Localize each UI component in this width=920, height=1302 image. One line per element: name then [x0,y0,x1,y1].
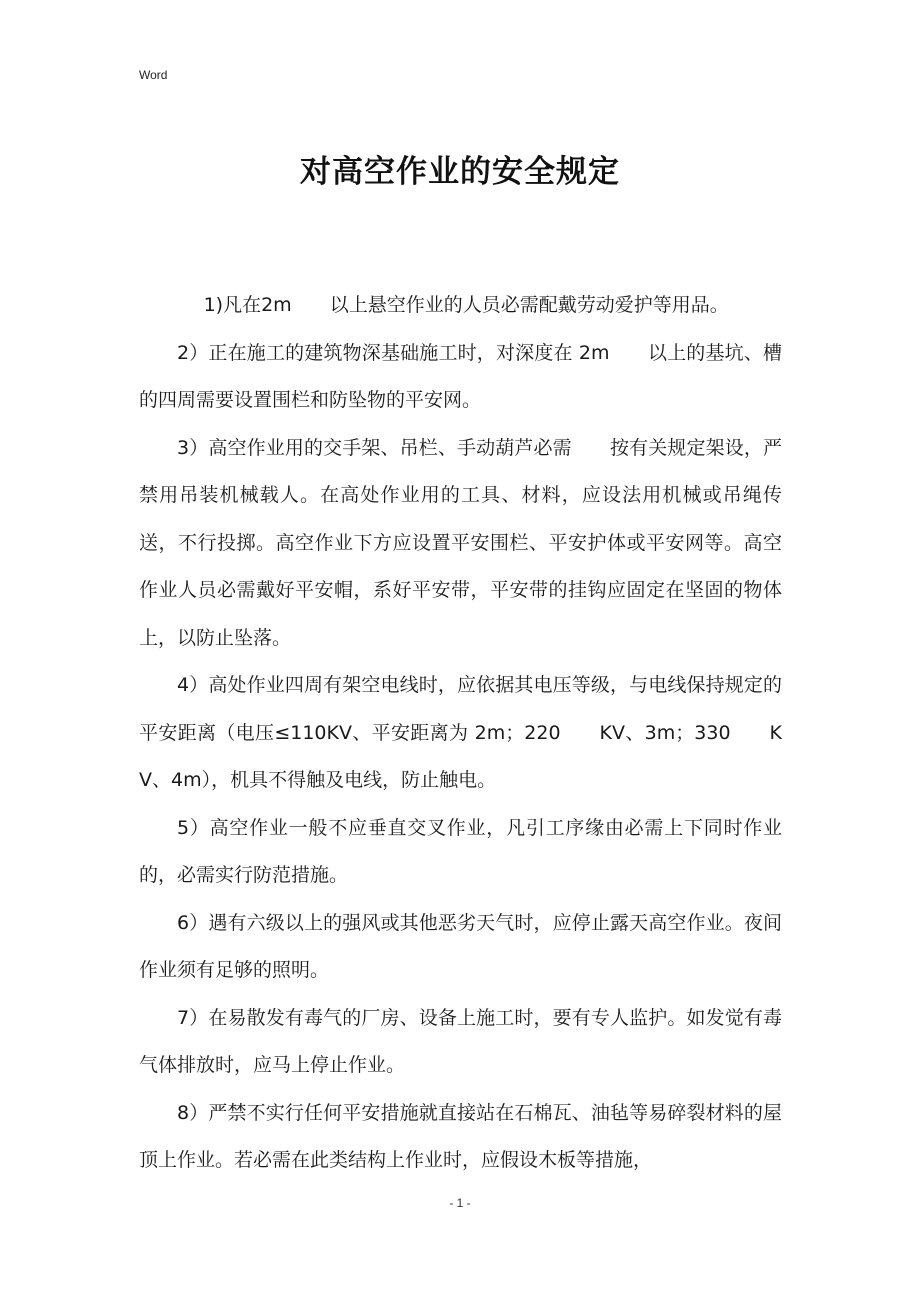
paragraph-3: 3）高空作业用的交手架、吊栏、手动葫芦必需 按有关规定架设，严禁用吊装机械载人。在高处作业用的工具、材料，应设法用机械或吊绳传送，不行投掷。高空作业下方应设置平安围栏、平安护体或平安网等。高空作业人员必需戴好平安帽，系好平安带，平安带的挂钩应固定在坚固的物体上，以防止坠落。 [139,436,782,649]
page-number: - 1 - [449,1196,471,1210]
paragraph-4: 4）高处作业四周有架空电线时，应依据其电压等级，与电线保持规定的平安距离（电压≤110KV、平安距离为 2m；220 KV、3m；330 KV、4m），机具不得触及电线，防止触电。 [139,674,782,791]
document-title: 对高空作业的安全规定 [300,154,620,190]
paragraph-7: 7）在易散发有毒气的厂房、设备上施工时，要有专人监护。如发觉有毒气体排放时，应马上停止作业。 [139,1006,782,1076]
paragraph-1: 1)凡在2m 以上悬空作业的人员必需配戴劳动爱护等用品。 [203,294,729,316]
paragraph-2: 2）正在施工的建筑物深基础施工时，对深度在 2m 以上的基坑、槽的四周需要设置围栏和防坠物的平安网。 [139,341,782,411]
paragraph-8: 8）严禁不实行任何平安措施就直接站在石棉瓦、油毡等易碎裂材料的屋顶上作业。若必需在此类结构上作业时，应假设木板等措施， [139,1101,782,1171]
header-label: Word [139,68,168,82]
document-body [139,282,782,1185]
paragraph-5: 5）高空作业一般不应垂直交叉作业，凡引工序缘由必需上下同时作业的，必需实行防范措施。 [139,816,782,886]
paragraph-6: 6）遇有六级以上的强风或其他恶劣天气时，应停止露天高空作业。夜间作业须有足够的照明。 [139,911,782,981]
